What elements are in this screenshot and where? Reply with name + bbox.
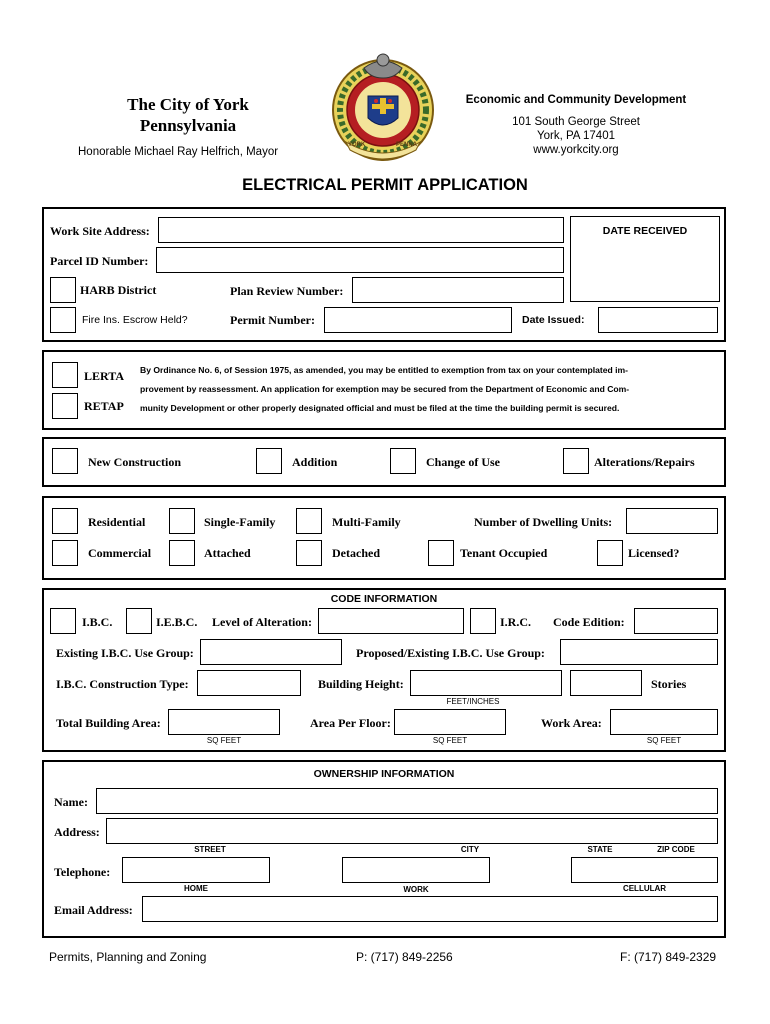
notice-line3: munity Development or other properly designated official and must be filed at the time the building permit is secured.: [140, 403, 620, 413]
street-caption: STREET: [194, 845, 226, 854]
home-phone-input[interactable]: [122, 857, 270, 883]
multi-family-checkbox[interactable]: [296, 508, 322, 534]
proposed-use-group-input[interactable]: [560, 639, 718, 665]
change-of-use-label: Change of Use: [426, 455, 500, 469]
attached-label: Attached: [204, 546, 251, 560]
seal-icon: [324, 46, 442, 164]
work-area-label: Work Area:: [541, 716, 602, 730]
commercial-label: Commercial: [88, 546, 152, 560]
attached-checkbox[interactable]: [169, 540, 195, 566]
seal-motto-left: YORK: [348, 142, 366, 148]
work-caption: WORK: [403, 885, 429, 894]
cell-phone-input[interactable]: [571, 857, 718, 883]
retap-checkbox[interactable]: [52, 393, 78, 419]
notice-line1: By Ordinance No. 6, of Session 1975, as amended, you may be entitled to exemption from tax on your contemplated im-: [140, 365, 629, 375]
level-alteration-label: Level of Alteration:: [212, 615, 312, 629]
existing-use-group-label: Existing I.B.C. Use Group:: [56, 646, 194, 660]
work-phone-input[interactable]: [342, 857, 490, 883]
city-caption: CITY: [460, 845, 480, 854]
footer-dept: Permits, Planning and Zoning: [49, 950, 207, 964]
state-caption: STATE: [587, 845, 613, 854]
addition-label: Addition: [292, 455, 338, 469]
alterations-label: Alterations/Repairs: [594, 455, 695, 469]
section-occupancy: [42, 496, 726, 580]
residential-checkbox[interactable]: [52, 508, 78, 534]
area-per-floor-input[interactable]: [394, 709, 506, 735]
work-area-unit: SQ FEET: [646, 736, 682, 745]
date-received-label: DATE RECEIVED: [602, 225, 688, 237]
city-name: [88, 94, 288, 136]
permit-number-label: Permit Number:: [230, 313, 315, 327]
residential-label: Residential: [88, 515, 146, 529]
owner-address-label: Address:: [54, 825, 100, 839]
work-site-address-label: Work Site Address:: [50, 224, 150, 238]
fire-escrow-label: Fire Ins. Escrow Held?: [82, 314, 188, 326]
owner-name-input[interactable]: [96, 788, 718, 814]
lerta-checkbox[interactable]: [52, 362, 78, 388]
owner-address-input[interactable]: [106, 818, 718, 844]
code-edition-label: Code Edition:: [553, 615, 625, 629]
total-area-label: Total Building Area:: [56, 716, 161, 730]
area-per-floor-unit: SQ FEET: [432, 736, 468, 745]
iebc-checkbox[interactable]: [126, 608, 152, 634]
iebc-label: I.E.B.C.: [156, 615, 198, 629]
date-issued-input[interactable]: [598, 307, 718, 333]
city-seal: [324, 46, 442, 164]
ibc-label: I.B.C.: [82, 615, 113, 629]
multi-family-label: Multi-Family: [332, 515, 401, 529]
parcel-id-input[interactable]: [156, 247, 564, 273]
parcel-id-label: Parcel ID Number:: [50, 254, 149, 268]
dept-city-state: York, PA 17401: [536, 130, 615, 142]
email-input[interactable]: [142, 896, 718, 922]
single-family-label: Single-Family: [204, 515, 276, 529]
telephone-label: Telephone:: [54, 865, 111, 879]
irc-checkbox[interactable]: [470, 608, 496, 634]
total-area-unit: SQ FEET: [206, 736, 242, 745]
harb-label: HARB District: [80, 283, 157, 297]
city-line1: The City of York: [127, 95, 249, 114]
tenant-occupied-checkbox[interactable]: [428, 540, 454, 566]
irc-label: I.R.C.: [500, 615, 532, 629]
proposed-use-group-label: Proposed/Existing I.B.C. Use Group:: [356, 646, 545, 660]
owner-name-label: Name:: [54, 795, 88, 809]
code-edition-input[interactable]: [634, 608, 718, 634]
work-site-address-input[interactable]: [158, 217, 564, 243]
building-height-label: Building Height:: [318, 677, 404, 691]
dwelling-units-input[interactable]: [626, 508, 718, 534]
ibc-checkbox[interactable]: [50, 608, 76, 634]
lerta-label: LERTA: [84, 369, 125, 383]
cellular-caption: CELLULAR: [622, 884, 667, 893]
tenant-occupied-label: Tenant Occupied: [460, 546, 548, 560]
commercial-checkbox[interactable]: [52, 540, 78, 566]
date-issued-label: Date Issued:: [522, 314, 585, 326]
stories-label: Stories: [651, 677, 687, 691]
construction-type-input[interactable]: [197, 670, 301, 696]
seal-motto-right: PENNA: [396, 142, 418, 148]
feet-inches-caption: FEET/INCHES: [446, 697, 500, 706]
notice-line2: provement by reassessment. An application for exemption may be secured from the Department of Economic and Com-: [140, 384, 630, 394]
plan-review-input[interactable]: [352, 277, 564, 303]
detached-label: Detached: [332, 546, 380, 560]
licensed-checkbox[interactable]: [597, 540, 623, 566]
total-area-input[interactable]: [168, 709, 280, 735]
work-area-input[interactable]: [610, 709, 718, 735]
alterations-checkbox[interactable]: [563, 448, 589, 474]
footer-phone: P: (717) 849-2256: [356, 950, 453, 964]
mayor-line: Honorable Michael Ray Helfrich, Mayor: [78, 146, 279, 158]
form-title: ELECTRICAL PERMIT APPLICATION: [242, 176, 528, 194]
building-height-input[interactable]: [410, 670, 562, 696]
area-per-floor-label: Area Per Floor:: [310, 716, 391, 730]
stories-input[interactable]: [570, 670, 642, 696]
dept-address-block: [440, 92, 712, 157]
new-construction-checkbox[interactable]: [52, 448, 78, 474]
dwelling-units-label: Number of Dwelling Units:: [474, 515, 613, 529]
city-line2: Pennsylvania: [139, 116, 237, 135]
single-family-checkbox[interactable]: [169, 508, 195, 534]
home-caption: HOME: [184, 884, 208, 893]
permit-number-input[interactable]: [324, 307, 512, 333]
harb-checkbox[interactable]: [50, 277, 76, 303]
dept-website: www.yorkcity.org: [533, 144, 619, 156]
detached-checkbox[interactable]: [296, 540, 322, 566]
level-alteration-input[interactable]: [318, 608, 464, 634]
tax-exemption-notice: [140, 361, 720, 418]
construction-type-label: I.B.C. Construction Type:: [56, 677, 189, 691]
ownership-heading: OWNERSHIP INFORMATION: [313, 768, 455, 780]
fire-escrow-checkbox[interactable]: [50, 307, 76, 333]
licensed-label: Licensed?: [628, 546, 680, 560]
footer-fax: F: (717) 849-2329: [620, 950, 717, 964]
email-label: Email Address:: [54, 903, 133, 917]
dept-street: 101 South George Street: [512, 116, 640, 128]
retap-label: RETAP: [84, 399, 124, 413]
new-construction-label: New Construction: [88, 455, 181, 469]
addition-checkbox[interactable]: [256, 448, 282, 474]
zip-caption: ZIP CODE: [657, 845, 695, 854]
plan-review-label: Plan Review Number:: [230, 284, 344, 298]
existing-use-group-input[interactable]: [200, 639, 342, 665]
dept-name: Economic and Community Development: [465, 94, 687, 106]
change-of-use-checkbox[interactable]: [390, 448, 416, 474]
code-info-heading: CODE INFORMATION: [330, 593, 438, 605]
